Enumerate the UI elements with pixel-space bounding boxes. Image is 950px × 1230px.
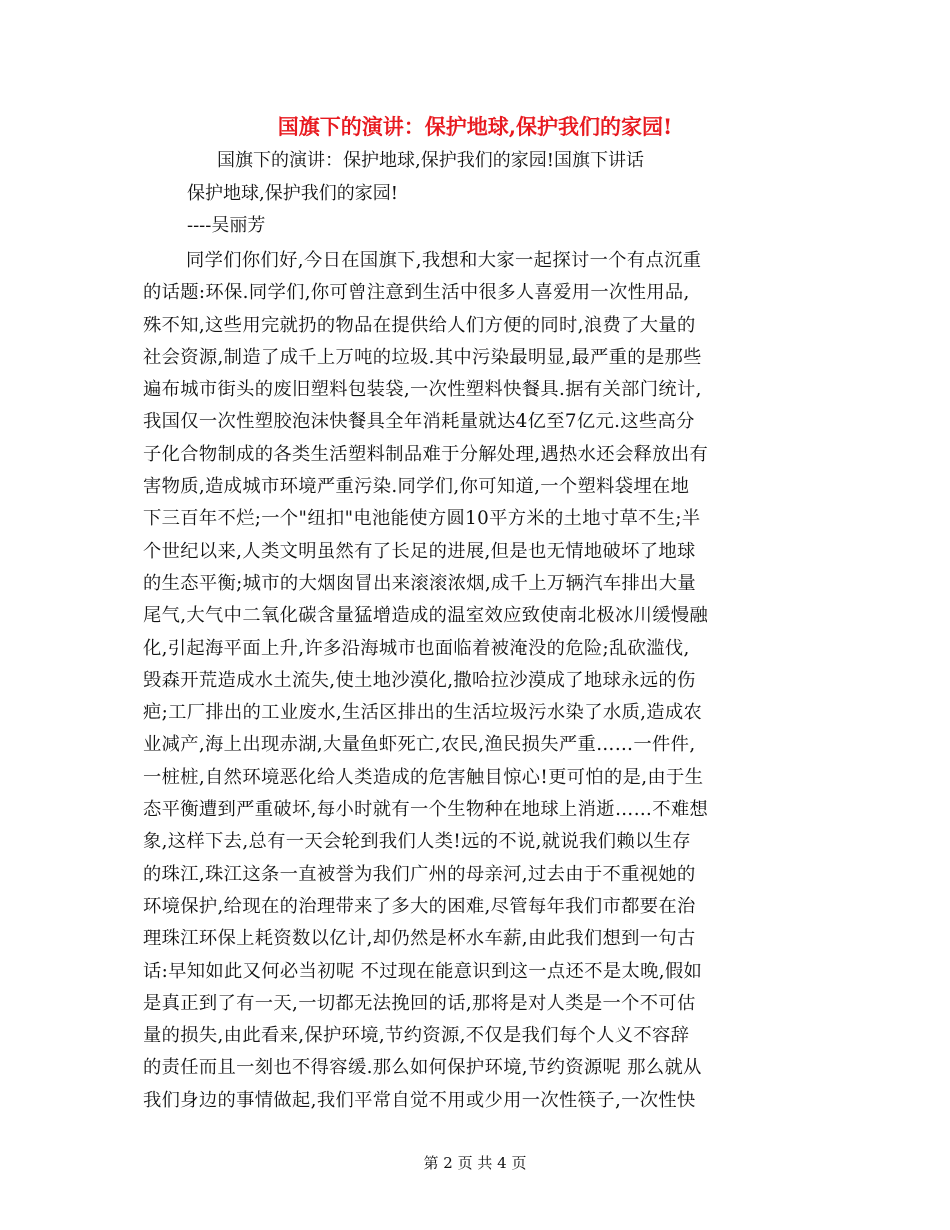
body-line: 子化合物制成的各类生活塑料制品难于分解处理,遇热水还会释放出有 [143,443,709,465]
page-number-footer: 第 2 页 共 4 页 [423,1154,527,1172]
body-line: 的生态平衡;城市的大烟囱冒出来滚滚浓烟,成千上万辆汽车排出大量 [143,572,696,594]
body-line: 殊不知,这些用完就扔的物品在提供给人们方便的同时,浪费了大量的 [143,314,696,336]
body-line: 我国仅一次性塑胶泡沫快餐具全年消耗量就达4亿至7亿元.这些高分 [143,411,695,433]
body-line: 环境保护,给现在的治理带来了多大的困难,尽管每年我们市都要在治 [143,895,696,917]
body-line: 话:早知如此又何必当初呢 不过现在能意识到这一点还不是太晚,假如 [143,960,703,982]
body-line: 理珠江环保上耗资数以亿计,却仍然是杯水车薪,由此我们想到一句古 [143,928,696,950]
body-line: 尾气,大气中二氧化碳含量猛增造成的温室效应致使南北极冰川缓慢融 [143,605,709,627]
body-line: 遍布城市街头的废旧塑料包装袋,一次性塑料快餐具.据有关部门统计, [143,379,702,401]
body-line: 的话题:环保.同学们,你可曾注意到生活中很多人喜爱用一次性用品, [143,282,690,304]
body-line: 象,这样下去,总有一天会轮到我们人类!远的不说,就说我们赖以生存 [143,831,691,853]
body-line: 的责任而且一刻也不得容缓.那么如何保护环境,节约资源呢 那么就从 [143,1057,702,1079]
document-title: 国旗下的演讲：保护地球,保护我们的家园! [277,114,673,139]
heading-line: 保护地球,保护我们的家园! [187,183,398,204]
body-line: 的珠江,珠江这条一直被誉为我们广州的母亲河,过去由于不重视她的 [143,863,696,885]
body-line: 我们身边的事情做起,我们平常自觉不用或少用一次性筷子,一次性快 [143,1089,696,1111]
body-line: 疤;工厂排出的工业废水,生活区排出的生活垃圾污水染了水质,造成农 [143,702,703,724]
author-line: ----吴丽芳 [187,215,266,236]
body-text [143,245,805,1117]
body-line: 化,引起海平面上升,许多沿海城市也面临着被淹没的危险;乱砍滥伐, [143,637,690,659]
body-line: 毁森开荒造成水土流失,使土地沙漠化,撒哈拉沙漠成了地球永远的伤 [143,669,696,691]
body-line: 社会资源,制造了成千上万吨的垃圾.其中污染最明显,最严重的是那些 [143,346,702,368]
body-line: 态平衡遭到严重破坏,每小时就有一个生物种在地球上消逝……不难想 [143,799,709,821]
body-line: 害物质,造成城市环境严重污染.同学们,你可知道,一个塑料袋埋在地 [143,476,690,498]
subtitle-line: 国旗下的演讲：保护地球,保护我们的家园!国旗下讲话 [217,150,644,171]
body-line: 同学们你们好,今日在国旗下,我想和大家一起探讨一个有点沉重 [186,250,702,271]
body-line: 一桩桩,自然环境恶化给人类造成的危害触目惊心!更可怕的是,由于生 [143,766,704,788]
body-line: 业减产,海上出现赤湖,大量鱼虾死亡,农民,渔民损失严重……一件件, [143,734,696,756]
body-line: 个世纪以来,人类文明虽然有了长足的进展,但是也无情地破坏了地球 [143,540,696,562]
body-line: 量的损失,由此看来,保护环境,节约资源,不仅是我们每个人义不容辞 [143,1025,690,1047]
body-line: 下三百年不烂;一个"纽扣"电池能使方圆10平方米的土地寸草不生;半 [143,508,701,530]
body-line: 是真正到了有一天,一切都无法挽回的话,那将是对人类是一个不可估 [143,992,696,1014]
